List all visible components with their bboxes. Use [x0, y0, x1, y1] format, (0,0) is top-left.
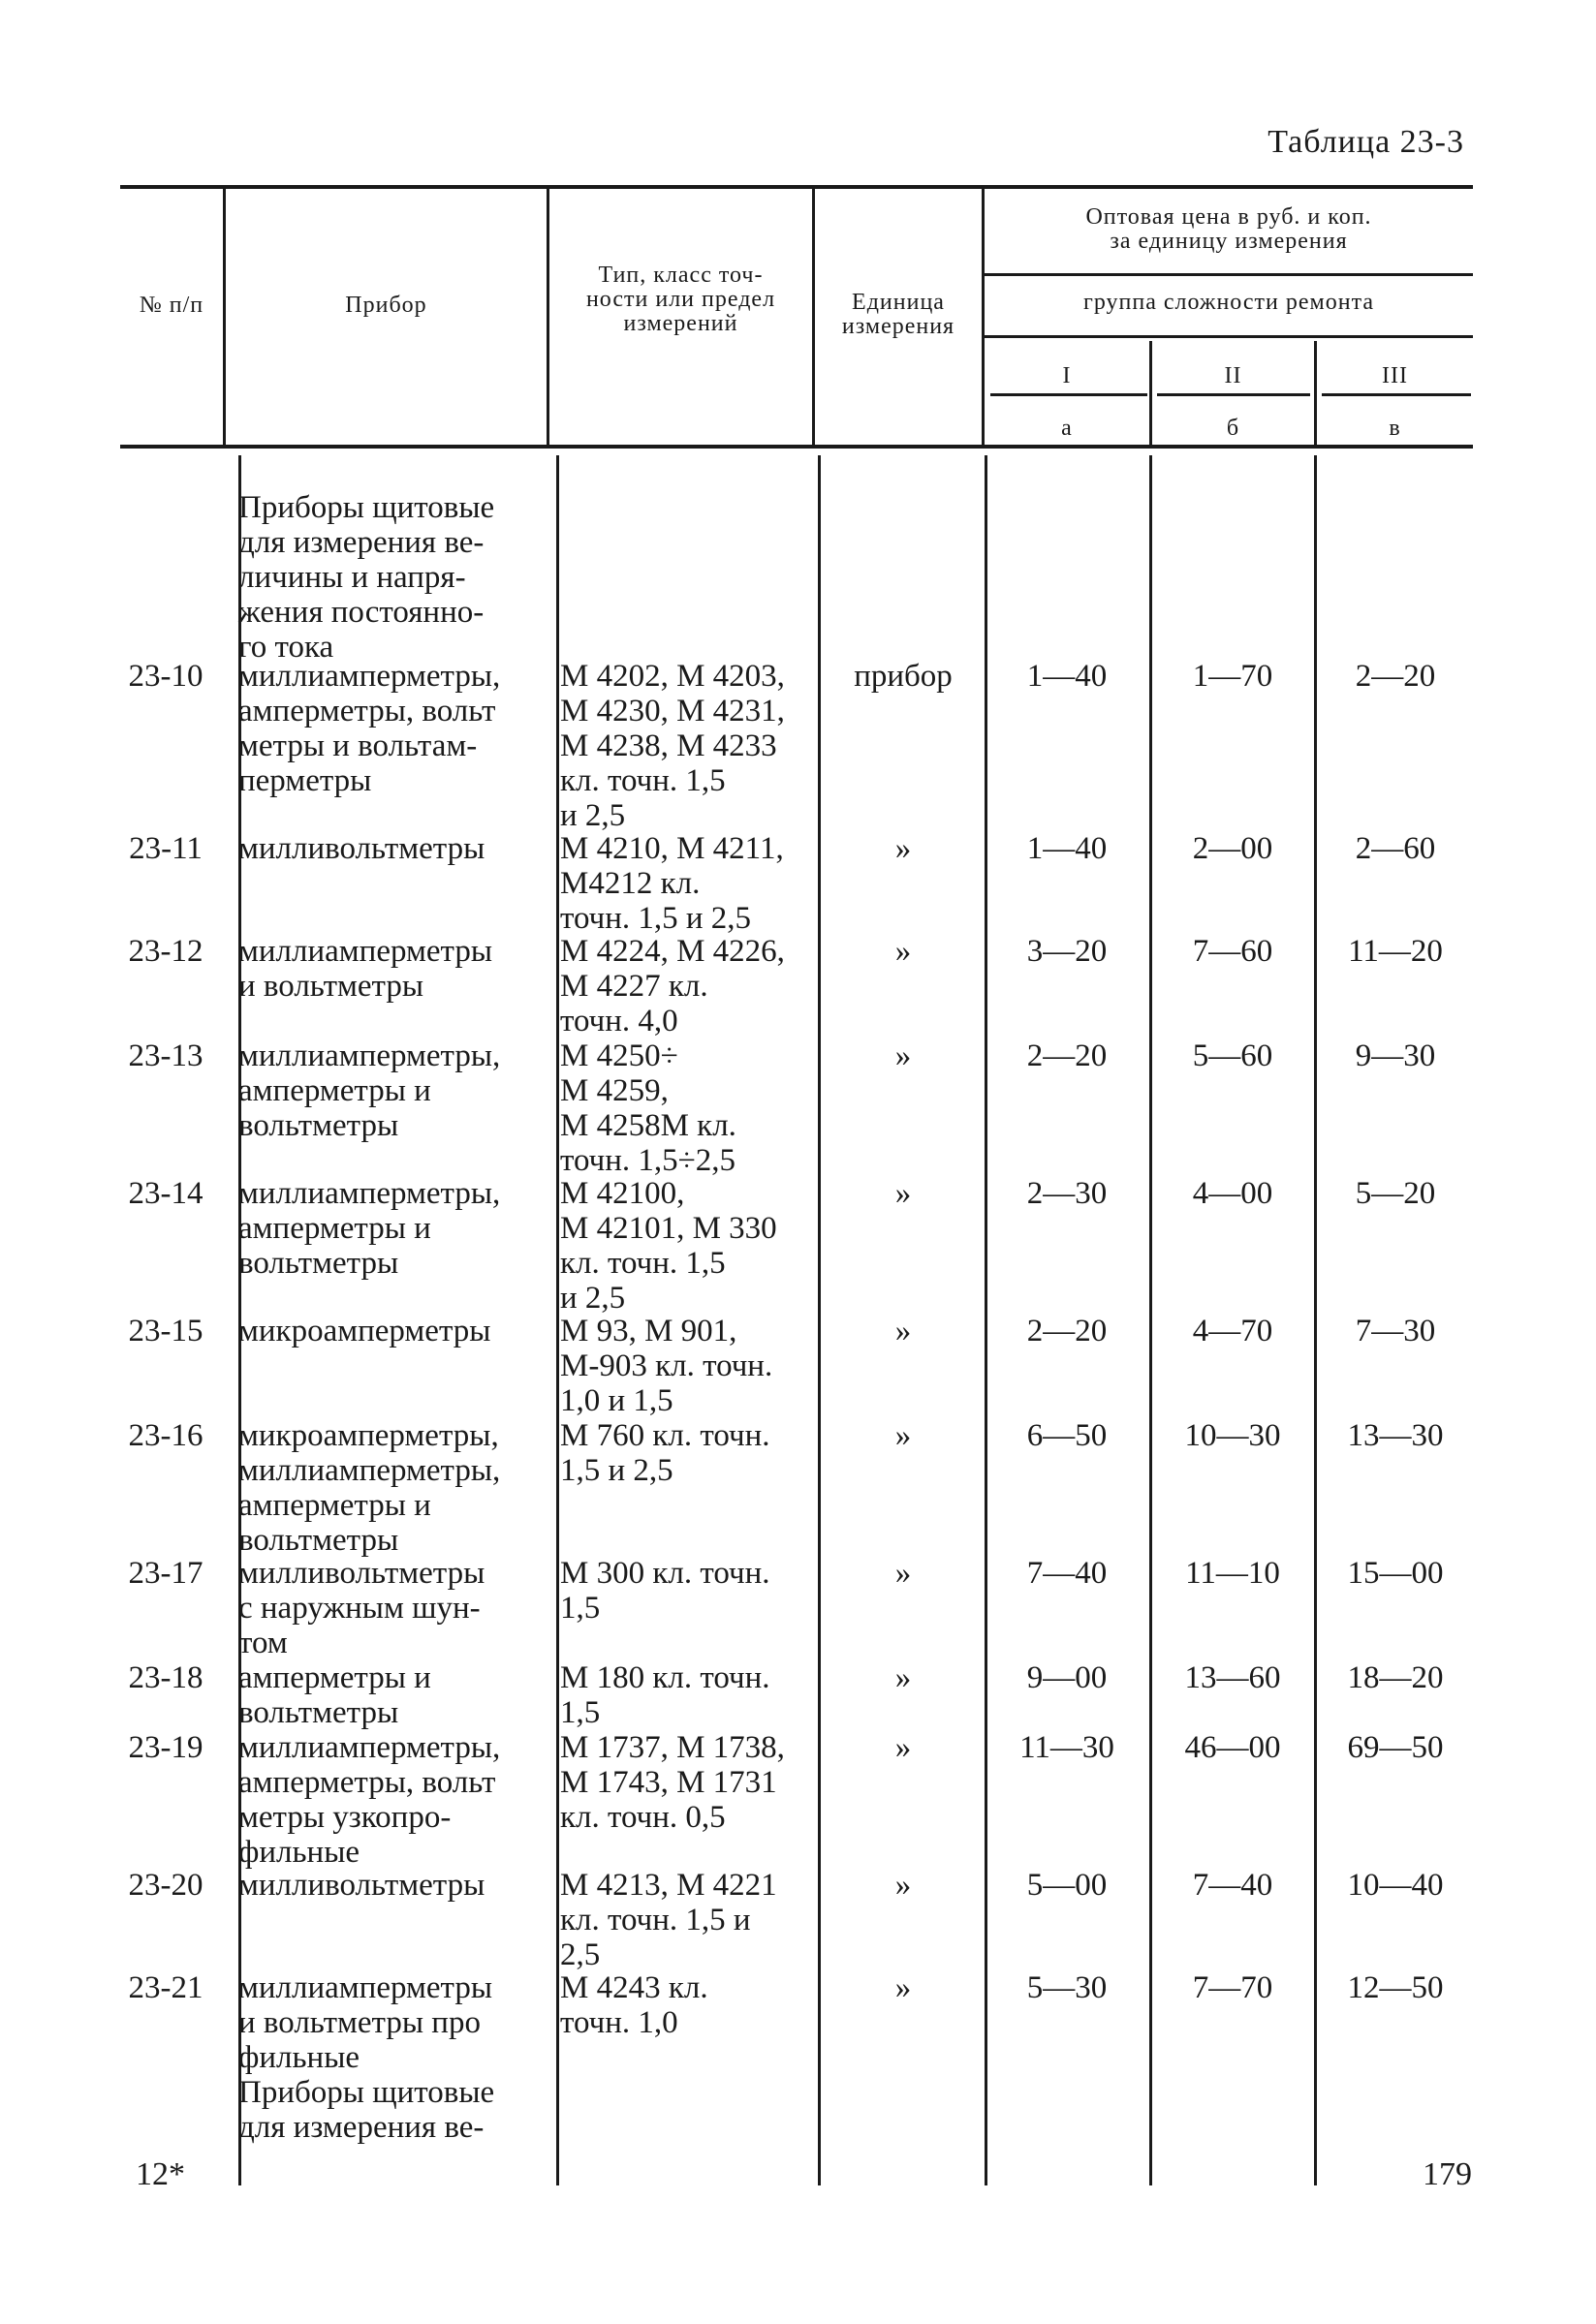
price-group-3: 11—20	[1348, 934, 1443, 969]
price-group-2: 4—00	[1192, 1176, 1273, 1211]
row-number: 23-17	[128, 1556, 203, 1591]
price-group-1: 3—20	[1026, 934, 1108, 969]
header-group: группа сложности ремонта	[1082, 290, 1375, 315]
row-number: 23-13	[128, 1038, 203, 1073]
row-number: 23-19	[128, 1730, 203, 1765]
price-group-3: 10—40	[1347, 1868, 1444, 1903]
header-group-1: I	[1062, 363, 1072, 388]
price-group-3: 18—20	[1347, 1660, 1444, 1695]
column-divider-5-body	[1149, 455, 1152, 2185]
price-group-3: 69—50	[1347, 1730, 1444, 1765]
unit-cell: »	[894, 1038, 912, 1073]
row-number: 23-11	[129, 831, 203, 866]
row-number: 23-20	[128, 1868, 203, 1903]
device-cell: Приборы щитовые для измерения ве-	[238, 2075, 495, 2145]
type-cell: М 4210, М 4211, М4212 кл. точн. 1,5 и 2,5	[560, 831, 784, 936]
unit-cell: »	[894, 1970, 912, 2005]
device-cell: миллиамперметры, амперметры, вольт метры и вольтам- перметры	[238, 659, 501, 798]
price-group-2: 2—00	[1192, 831, 1273, 866]
price-group-1: 6—50	[1026, 1418, 1108, 1453]
price-group-1: 11—30	[1019, 1730, 1114, 1765]
price-group-3: 13—30	[1347, 1418, 1444, 1453]
header-group-2: II	[1224, 363, 1242, 388]
header-bottom-rule	[120, 445, 1473, 449]
type-cell: М 4224, М 4226, М 4227 кл. точн. 4,0	[560, 934, 785, 1038]
type-cell: М 1737, М 1738, М 1743, М 1731 кл. точн. 0,5	[560, 1730, 785, 1835]
unit-cell: »	[894, 1314, 912, 1348]
type-cell: М 300 кл. точн. 1,5	[560, 1556, 770, 1626]
device-cell: Приборы щитовые для измерения ве- личины и напря- жения постоянно- го тока	[238, 490, 495, 665]
header-device: Прибор	[345, 293, 427, 318]
footer-left-signature: 12*	[136, 2156, 185, 2192]
device-cell: миллиамперметры и вольтметры	[238, 934, 493, 1004]
unit-cell: »	[894, 934, 912, 969]
price-group-3: 5—20	[1355, 1176, 1436, 1211]
price-group-2: 7—40	[1192, 1868, 1273, 1903]
price-group-2: 4—70	[1192, 1314, 1273, 1348]
device-cell: милливольтметры с наружным шун- том	[238, 1556, 485, 1660]
unit-cell: »	[894, 1556, 912, 1591]
type-cell: М 93, М 901, М-903 кл. точн. 1,0 и 1,5	[560, 1314, 773, 1418]
header-letter-a: а	[1061, 416, 1073, 441]
device-cell: миллиамперметры, амперметры и вольтметры	[238, 1038, 501, 1143]
device-cell: миллиамперметры, амперметры, вольт метры узкопро- фильные	[238, 1730, 501, 1870]
price-group-2: 10—30	[1184, 1418, 1281, 1453]
price-header-rule	[985, 273, 1473, 276]
device-cell: милливольтметры	[238, 831, 485, 866]
unit-cell: »	[894, 1868, 912, 1903]
unit-cell: прибор	[854, 659, 953, 694]
header-group-3: III	[1382, 363, 1408, 388]
price-group-3: 9—30	[1355, 1038, 1436, 1073]
price-group-3: 15—00	[1347, 1556, 1444, 1591]
roman-rule-3	[1322, 393, 1471, 396]
device-cell: милливольтметры	[238, 1868, 485, 1903]
unit-cell: »	[894, 831, 912, 866]
price-group-2: 7—70	[1192, 1970, 1273, 2005]
header-letter-v: в	[1389, 416, 1401, 441]
row-number: 23-18	[128, 1660, 203, 1695]
type-cell: М 4250÷ М 4259, М 4258М кл. точн. 1,5÷2,5	[560, 1038, 736, 1178]
row-number: 23-16	[128, 1418, 203, 1453]
type-cell: М 760 кл. точн. 1,5 и 2,5	[560, 1418, 770, 1488]
type-cell: М 4213, М 4221 кл. точн. 1,5 и 2,5	[560, 1868, 777, 1972]
price-group-1: 7—40	[1026, 1556, 1108, 1591]
price-group-2: 11—10	[1185, 1556, 1280, 1591]
price-group-3: 2—20	[1355, 659, 1436, 694]
price-group-2: 1—70	[1192, 659, 1273, 694]
price-group-3: 2—60	[1355, 831, 1436, 866]
top-rule	[120, 185, 1473, 189]
row-number: 23-15	[128, 1314, 203, 1348]
header-unit: Единица измерения	[841, 290, 955, 339]
price-group-1: 2—20	[1026, 1314, 1108, 1348]
price-group-1: 5—30	[1026, 1970, 1108, 2005]
price-group-3: 12—50	[1347, 1970, 1444, 2005]
group-header-rule	[985, 335, 1473, 338]
price-group-3: 7—30	[1355, 1314, 1436, 1348]
header-letter-b: б	[1226, 416, 1240, 441]
price-group-2: 7—60	[1192, 934, 1273, 969]
type-cell: М 180 кл. точн. 1,5	[560, 1660, 770, 1730]
price-group-2: 5—60	[1192, 1038, 1273, 1073]
header-type: Тип, класс точ- ности или предел измерений	[585, 263, 776, 336]
price-group-2: 13—60	[1184, 1660, 1281, 1695]
unit-cell: »	[894, 1660, 912, 1695]
type-cell: М 42100, М 42101, М 330 кл. точн. 1,5 и 2,5	[560, 1176, 777, 1316]
unit-cell: »	[894, 1418, 912, 1453]
price-group-1: 1—40	[1026, 831, 1108, 866]
column-divider-6-body	[1314, 455, 1317, 2185]
device-cell: миллиамперметры и вольтметры про фильные	[238, 1970, 493, 2075]
unit-cell: »	[894, 1730, 912, 1765]
device-cell: микроамперметры, миллиамперметры, амперметры и вольтметры	[238, 1418, 501, 1558]
type-cell: М 4243 кл. точн. 1,0	[560, 1970, 708, 2040]
roman-rule-2	[1157, 393, 1310, 396]
row-number: 23-14	[128, 1176, 203, 1211]
price-group-1: 2—20	[1026, 1038, 1108, 1073]
price-group-2: 46—00	[1184, 1730, 1281, 1765]
device-cell: микроамперметры	[238, 1314, 491, 1348]
price-group-1: 2—30	[1026, 1176, 1108, 1211]
price-group-1: 1—40	[1026, 659, 1108, 694]
roman-rule-1	[990, 393, 1147, 396]
header-num: № п/п	[139, 293, 204, 318]
row-number: 23-12	[128, 934, 203, 969]
header-price: Оптовая цена в руб. и коп. за единицу измерения	[1085, 204, 1372, 254]
type-cell: М 4202, М 4203, М 4230, М 4231, М 4238, М 4233 кл. точн. 1,5 и 2,5	[560, 659, 785, 833]
row-number: 23-21	[128, 1970, 203, 2005]
table-title: Таблица 23-3	[1267, 124, 1464, 160]
unit-cell: »	[894, 1176, 912, 1211]
device-cell: миллиамперметры, амперметры и вольтметры	[238, 1176, 501, 1281]
row-number: 23-10	[128, 659, 203, 694]
device-cell: амперметры и вольтметры	[238, 1660, 431, 1730]
price-group-1: 5—00	[1026, 1868, 1108, 1903]
price-group-1: 9—00	[1026, 1660, 1108, 1695]
page-number: 179	[1423, 2156, 1472, 2192]
